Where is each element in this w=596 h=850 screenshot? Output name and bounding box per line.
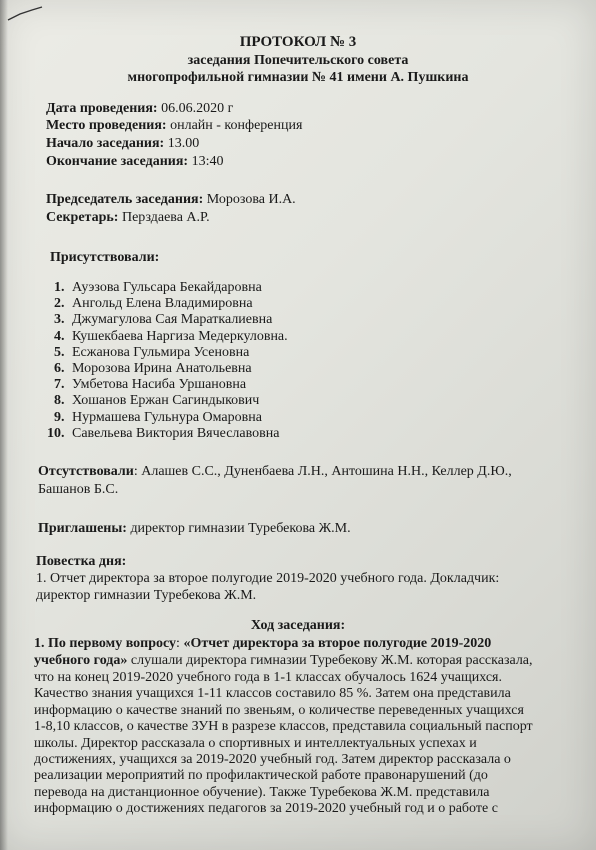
chairperson-value: Морозова И.А. [203, 192, 296, 207]
question-text: слушали директора гимназии Туребекову Ж.М. которая рассказала, [127, 653, 533, 668]
list-item: 10. Савельева Виктория Вячеславовна [68, 426, 288, 442]
meta-date-label: Дата проведения: [46, 101, 158, 116]
pen-mark-icon [6, 4, 46, 24]
agenda-item-line-1: 1. Отчет директора за второе полугодие 2019-2020 учебного года. Докладчик: [36, 571, 500, 586]
list-item: 4. Кушекбаева Наргиза Медеркуловна. [68, 329, 288, 345]
meta-start-label: Начало заседания: [46, 136, 165, 151]
absent-line-2: Башанов Б.С. [38, 482, 119, 497]
chairperson [46, 192, 296, 208]
question-title-end: учебного года» [34, 653, 128, 668]
page-edge-shadow [0, 0, 8, 850]
present-list [48, 280, 288, 442]
meta-start-value: 13.00 [164, 136, 200, 151]
meta-date [46, 101, 233, 117]
proceedings-body [34, 670, 533, 818]
meta-date-value: 06.06.2020 г [157, 101, 234, 116]
meta-place-value: онлайн - конференция [166, 118, 303, 133]
question-colon: : [176, 636, 184, 651]
meta-end-label: Окончание заседания: [46, 154, 189, 169]
meta-end [46, 154, 223, 170]
body-line: реализации мероприятий по профилактической работе правонарушений (до [34, 768, 488, 784]
absent-line-1 [38, 464, 512, 480]
list-item: 9. Нурмашева Гульнура Омаровна [68, 410, 288, 426]
list-item: 2. Ангольд Елена Владимировна [68, 296, 288, 312]
body-line: достижениях, учащихся за 2019-2020 учебный год. Затем директор рассказала о [34, 752, 511, 768]
page-subtitle-council: заседания Попечительского совета [187, 53, 409, 68]
secretary-label: Секретарь: [46, 210, 119, 225]
present-heading: Присутствовали: [50, 250, 160, 265]
question-line-2 [34, 653, 533, 669]
meta-place [46, 118, 302, 134]
list-item: 5. Есжанова Гульмира Усеновна [68, 345, 288, 361]
page-title: ПРОТОКОЛ № 3 [239, 34, 357, 50]
proceedings-heading: Ход заседания: [250, 618, 346, 633]
body-line: Качество знания учащихся 1-11 классов составило 85 %. Затем она представила [34, 686, 511, 702]
question-line-1 [34, 636, 491, 652]
meta-start [46, 136, 199, 152]
secretary-value: Перздаева А.Р. [118, 210, 210, 225]
body-line: информацию о достижениях педагогов за 2019-2020 учебный год и о работе с [34, 801, 498, 817]
meta-place-label: Место проведения: [46, 118, 167, 133]
meta-end-value: 13:40 [188, 154, 224, 169]
list-item: 6. Морозова Ирина Анатольевна [68, 361, 288, 377]
body-line: 1-8,10 классов, о качестве ЗУН в разрезе классов, представила социальный паспорт [34, 719, 533, 735]
absent-names: : Алашев С.С., Дуненбаева Л.Н., Антошина Н.Н., Келлер Д.Ю., [133, 464, 512, 479]
body-line: что на конец 2019-2020 учебного года в 1-1 классах обучалось 1624 учащихся. [34, 670, 502, 685]
list-item: 7. Умбетова Насиба Уршановна [68, 377, 288, 393]
body-line: информацию о качестве знаний по звеньям, о количестве переведенных учащихся [34, 702, 524, 718]
chairperson-label: Председатель заседания: [46, 192, 204, 207]
page-subtitle-school: многопрофильной гимназии № 41 имени А. Пушкина [127, 70, 469, 85]
list-item: 1. Ауэзова Гульсара Бекайдаровна [68, 280, 288, 296]
invited-value: директор гимназии Туребекова Ж.М. [126, 521, 351, 536]
secretary [46, 210, 210, 226]
agenda-heading: Повестка дня: [36, 554, 127, 569]
agenda-item-line-2: директор гимназии Туребекова Ж.М. [36, 588, 257, 603]
invited-label: Приглашены: [38, 521, 127, 536]
question-label: 1. По первому вопросу [34, 636, 177, 651]
question-title: «Отчет директора за второе полугодие 2019-2020 [183, 636, 492, 651]
list-item: 3. Джумагулова Сая Мараткалиевна [68, 312, 288, 328]
invited [38, 521, 351, 537]
body-line: школы. Директор рассказала о спортивных и интеллектуальных успехах и [34, 735, 477, 751]
absent-label: Отсутствовали [38, 464, 134, 479]
list-item: 8. Хошанов Ержан Сагиндыкович [68, 393, 288, 409]
body-line: перевода на дистанционное обучение). Также Туребекова Ж.М. представила [34, 784, 490, 800]
